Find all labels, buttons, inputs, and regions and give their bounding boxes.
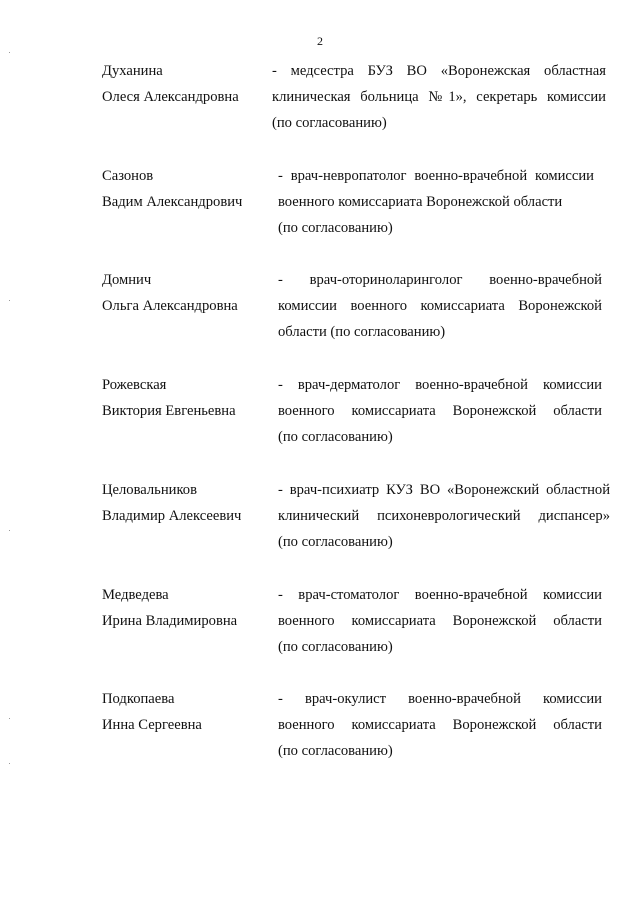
- position-line: - врач-психиатр КУЗ ВО «Воронежский областной: [278, 482, 610, 498]
- position-line: комиссии военного комиссариата Воронежской: [278, 298, 602, 314]
- position-line: - врач-стоматолог военно-врачебной комиссии: [278, 587, 602, 603]
- member-surname: Медведева: [102, 587, 169, 603]
- position-line: (по согласованию): [272, 115, 387, 131]
- position-line: клиническая больница №1», секретарь комиссии: [272, 89, 606, 105]
- member-surname: Рожевская: [102, 377, 167, 393]
- scan-speck: [9, 530, 10, 531]
- member-given-names: Олеся Александровна: [102, 89, 239, 105]
- position-line: военного комиссариата Воронежской области: [278, 613, 602, 629]
- position-line: (по согласованию): [278, 743, 393, 759]
- scan-speck: [9, 300, 10, 301]
- scan-speck: [9, 52, 10, 53]
- page-number: 2: [317, 34, 323, 48]
- position-line: (по согласованию): [278, 429, 393, 445]
- position-line: клинический психоневрологический диспансер»: [278, 508, 610, 524]
- member-position: [272, 686, 602, 764]
- member-given-names: Ирина Владимировна: [102, 613, 238, 629]
- member-position: [272, 163, 594, 241]
- position-line: военного комиссариата Воронежской области: [278, 403, 602, 419]
- member-name: [102, 686, 272, 738]
- member-given-names: Владимир Алексеевич: [102, 508, 242, 524]
- member-position: [272, 477, 610, 555]
- position-line: области (по согласованию): [278, 324, 446, 340]
- member-surname: Домнич: [102, 272, 152, 288]
- member-given-names: Инна Сергеевна: [102, 717, 202, 733]
- position-line: (по согласованию): [278, 220, 393, 236]
- member-name: [102, 372, 272, 424]
- member-surname: Сазонов: [102, 168, 154, 184]
- member-given-names: Вадим Александрович: [102, 194, 243, 210]
- member-position: [272, 582, 602, 660]
- position-line: - врач-оториноларинголог военно-врачебной: [278, 272, 602, 288]
- member-position: [272, 267, 602, 345]
- member-name: [102, 477, 272, 529]
- member-name: [102, 163, 272, 215]
- member-surname: Целовальников: [102, 482, 197, 498]
- position-line: - медсестра БУЗ ВО «Воронежская областная: [272, 63, 606, 79]
- member-name: [102, 582, 272, 634]
- member-position: [272, 58, 606, 136]
- member-name: [102, 58, 272, 110]
- member-surname: Подкопаева: [102, 691, 175, 707]
- position-line: - врач-невропатолог военно-врачебной комиссии: [278, 168, 594, 184]
- member-surname: Духанина: [102, 63, 163, 79]
- scan-speck: [9, 718, 10, 719]
- scan-speck: [9, 763, 10, 764]
- member-given-names: Виктория Евгеньевна: [102, 403, 236, 419]
- position-line: (по согласованию): [278, 534, 393, 550]
- member-given-names: Ольга Александровна: [102, 298, 238, 314]
- member-name: [102, 267, 272, 319]
- position-line: военного комиссариата Воронежской области: [278, 717, 602, 733]
- position-line: - врач-дерматолог военно-врачебной комиссии: [278, 377, 602, 393]
- position-line: (по согласованию): [278, 639, 393, 655]
- member-position: [272, 372, 602, 450]
- position-line: военного комиссариата Воронежской области: [278, 194, 563, 210]
- position-line: - врач-окулист военно-врачебной комиссии: [278, 691, 602, 707]
